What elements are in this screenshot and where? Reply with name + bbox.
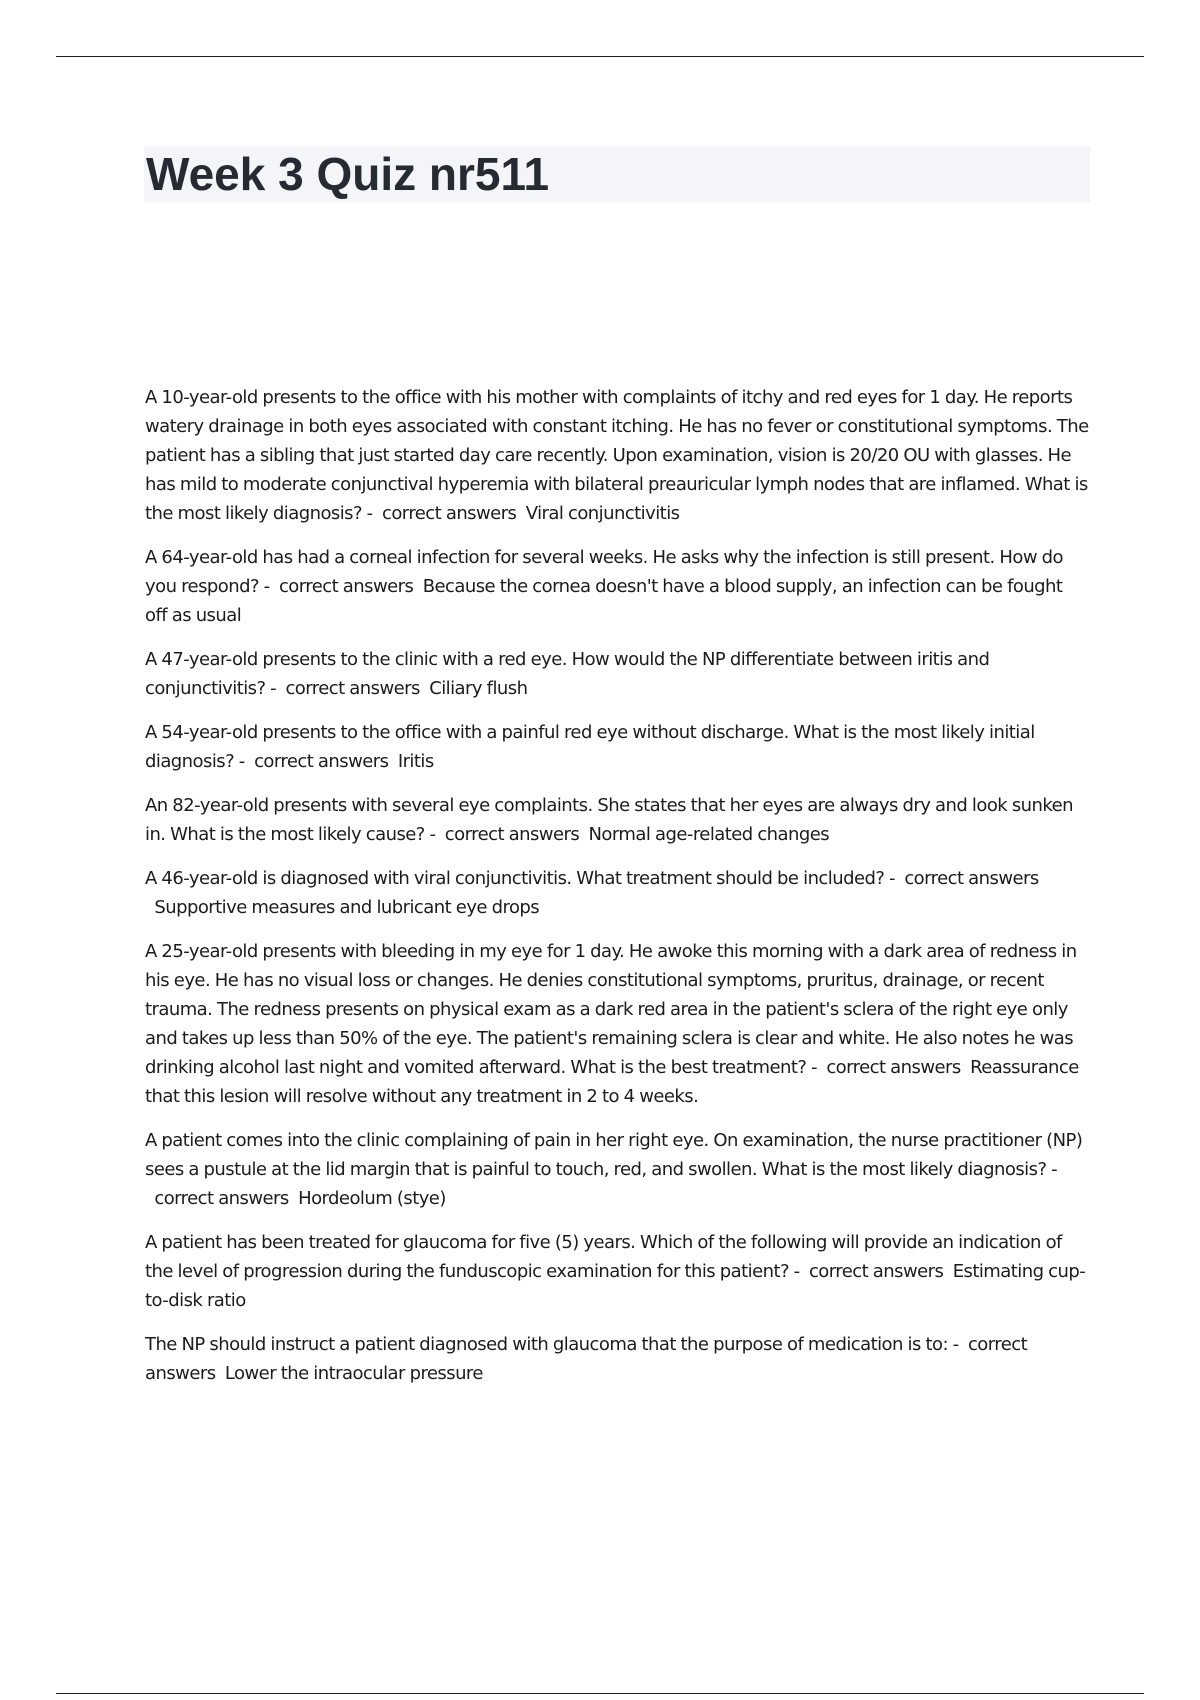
qa-item [145,1126,1089,1213]
answer-marker: correct answers [826,1057,961,1078]
answer-text: Viral conjunctivitis [525,503,680,524]
qa-item [145,383,1089,528]
qa-item [145,864,1089,922]
answer-marker: correct answers [154,1188,289,1209]
answer-marker: correct answers [381,503,517,524]
question-text: A 10-year-old presents to the office with his mother with complaints of itchy and red eyes for 1 day. He reports watery drainage in both eyes associated with constant itching. He has no fever or constitutional symptoms. The patient has a sibling that just started day care recently. Upon examination, vision is 20/20 OU with glasses. He has mild to moderate conjunctival hyperemia with bilateral preauricular lymph nodes that are inflamed. What is the most likely diagnosis? - [145,387,1089,524]
answer-text: Reassurance that this lesion will resolve without any treatment in 2 to 4 weeks. [145,1057,1079,1107]
question-list [145,383,1089,1403]
question-text: A 46-year-old is diagnosed with viral conjunctivitis. What treatment should be included? - [145,868,895,889]
page-title: Week 3 Quiz nr511 [146,148,550,200]
answer-text: Estimating cup-to-disk ratio [145,1261,1086,1311]
question-text: A patient has been treated for glaucoma for five (5) years. Which of the following will provide an indication of the level of progression during the funduscopic examination for this patient? - [145,1232,1062,1282]
answer-marker: correct answers [254,751,389,772]
qa-item [145,543,1089,630]
question-text: A 25-year-old presents with bleeding in my eye for 1 day. He awoke this morning with a dark area of redness in his eye. He has no visual loss or changes. He denies constitutional symptoms, pruritus, drainage, or recent trauma. The redness presents on physical exam as a dark red area in the patient's sclera of the right eye only and takes up less than 50% of the eye. The patient's remaining sclera is clear and white. He also notes he was drinking alcohol last night and vomited afterward. What is the best treatment? - [145,941,1077,1078]
qa-item [145,791,1089,849]
answer-text: Hordeolum (stye) [298,1188,446,1209]
qa-item [145,1330,1089,1388]
question-text: A patient comes into the clinic complaining of pain in her right eye. On examination, the nurse practitioner (NP) sees a pustule at the lid margin that is painful to touch, red, and swollen. What is the most likely diagnosis? - [145,1130,1083,1180]
question-text: The NP should instruct a patient diagnosed with glaucoma that the purpose of medication is to: - [145,1334,959,1355]
answer-text: Normal age-related changes [588,824,830,845]
qa-item [145,937,1089,1111]
question-text: A 54-year-old presents to the office with a painful red eye without discharge. What is the most likely initial diagnosis? - [145,722,1035,772]
answer-marker: correct answers [904,868,1039,889]
answer-marker: correct answers [444,824,580,845]
question-text: An 82-year-old presents with several eye complaints. She states that her eyes are always dry and look sunken in. What is the most likely cause? - [145,795,1073,845]
footer-rule [56,1693,1144,1694]
qa-item [145,645,1089,703]
answer-text: Supportive measures and lubricant eye drops [154,897,540,918]
qa-item [145,1228,1089,1315]
answer-text: Ciliary flush [429,678,528,699]
answer-text: Lower the intraocular pressure [224,1363,483,1384]
answer-text: Iritis [397,751,434,772]
question-text: A 64-year-old has had a corneal infection for several weeks. He asks why the infection is still present. How do you respond? - [145,547,1064,597]
qa-item [145,718,1089,776]
answer-marker: correct answers [808,1261,944,1282]
answer-text: Because the cornea doesn't have a blood supply, an infection can be fought off as usual [145,576,1063,626]
question-text: A 47-year-old presents to the clinic with a red eye. How would the NP differentiate between iritis and conjunctivitis? - [145,649,990,699]
answer-marker: correct answers [278,576,414,597]
answer-marker: correct answers [145,1334,1028,1384]
header-rule [56,56,1144,57]
answer-marker: correct answers [285,678,420,699]
